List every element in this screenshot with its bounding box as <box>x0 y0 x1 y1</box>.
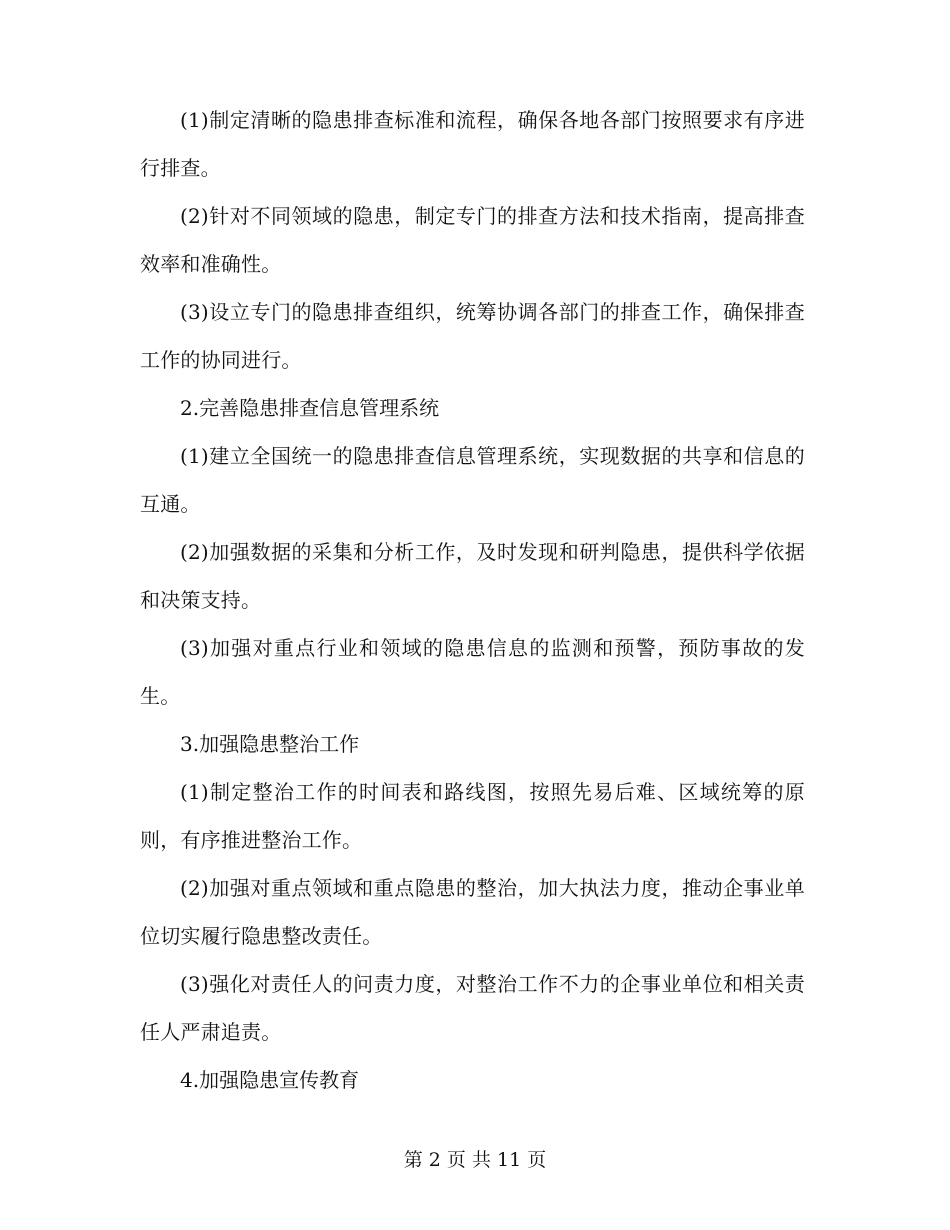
section-heading-4: 4.加强隐患宣传教育 <box>180 1068 360 1092</box>
paragraph-6: (3)加强对重点行业和领域的隐患信息的监测和预警，预防事故的发生。 <box>140 636 805 708</box>
paragraph-9: (3)强化对责任人的问责力度，对整治工作不力的企事业单位和相关责任人严肃追责。 <box>140 972 805 1044</box>
paragraph-7: (1)制定整治工作的时间表和路线图，按照先易后难、区域统筹的原则，有序推进整治工作。 <box>140 780 805 852</box>
paragraph-5: (2)加强数据的采集和分析工作，及时发现和研判隐患，提供科学依据和决策支持。 <box>140 540 805 612</box>
page-number-label: 第 2 页 共 11 页 <box>403 1149 547 1171</box>
page-footer <box>0 1146 950 1174</box>
paragraph-2: (2)针对不同领域的隐患，制定专门的排查方法和技术指南，提高排查效率和准确性。 <box>140 204 805 276</box>
paragraph-1: (1)制定清晰的隐患排查标准和流程，确保各地各部门按照要求有序进行排查。 <box>140 108 805 180</box>
paragraph-4: (1)建立全国统一的隐患排查信息管理系统，实现数据的共享和信息的互通。 <box>140 444 805 516</box>
paragraph-8: (2)加强对重点领域和重点隐患的整治，加大执法力度，推动企事业单位切实履行隐患整改责任。 <box>140 876 805 948</box>
document-body <box>140 96 805 1104</box>
section-heading-3: 3.加强隐患整治工作 <box>180 732 360 756</box>
paragraph-3: (3)设立专门的隐患排查组织，统筹协调各部门的排查工作，确保排查工作的协同进行。 <box>140 300 805 372</box>
section-heading-2: 2.完善隐患排查信息管理系统 <box>180 396 440 420</box>
